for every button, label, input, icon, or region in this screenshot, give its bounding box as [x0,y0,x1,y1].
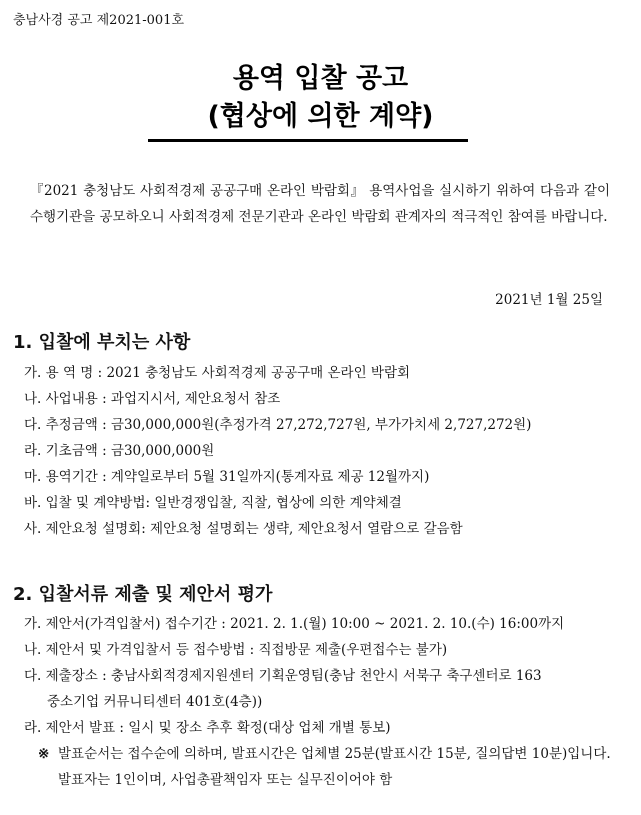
list-item: 라. 기초금액 : 금30,000,000원 [24,443,215,459]
list-item: 나. 제안서 및 가격입찰서 등 접수방법 : 직접방문 제출(우편접수는 불가) [24,642,448,658]
section-2-title: 2. 입찰서류 제출 및 제안서 평가 [13,584,273,605]
list-item: 마. 용역기간 : 계약일로부터 5월 31일까지(통계자료 제공 12월까지) [24,469,430,485]
list-item: 가. 제안서(가격입찰서) 접수기간 : 2021. 2. 1.(월) 10:00 ~ 2021. 2. 10.(수) 16:00까지 [24,616,565,632]
note-mark: ※ [38,746,50,762]
section-1-list [24,360,624,542]
list-item-text: 다. 제출장소 : 충남사회적경제지원센터 기획운영팀(충남 천안시 서북구 축구센터로 163 [24,668,542,684]
announcement-date: 2021년 1월 25일 [495,292,603,308]
list-item: 라. 제안서 발표 : 일시 및 장소 추후 확정(대상 업체 개별 통보) [24,720,391,736]
list-item: 사. 제안요청 설명회: 제안요청 설명회는 생략, 제안요청서 열람으로 갈음함 [24,521,463,537]
intro-paragraph: 『2021 충청남도 사회적경제 공공구매 온라인 박람회』 용역사업을 실시하기 위하여 다음과 같이 수행기관을 공모하오니 사회적경제 전문기관과 온라인 박람회 관계자의 적극적인 참여를 바랍니다. [30,183,610,225]
list-item: 바. 입찰 및 계약방법: 일반경쟁입찰, 직찰, 협상에 의한 계약체결 [24,495,402,511]
section-1-title: 1. 입찰에 부치는 사항 [13,332,191,353]
note-line-1: 발표순서는 접수순에 의하며, 발표시간은 업체별 25분(발표시간 15분, 질의답변 10분)입니다. [58,746,611,762]
list-item [24,663,624,715]
title-main: 용역 입찰 공고 [232,63,409,94]
note-line-2: 발표자는 1인이며, 사업총괄책임자 또는 실무진이어야 함 [58,772,393,788]
title-underline [148,139,468,142]
section-2-list [24,611,624,741]
presentation-note [38,741,628,793]
list-item: 다. 추정금액 : 금30,000,000원(추정가격 27,272,727원, 부가가치세 2,727,272원) [24,417,532,433]
document-number: 충남사경 공고 제2021-001호 [13,13,185,28]
list-item-continuation: 중소기업 커뮤니티센터 401호(4층)) [47,694,263,710]
list-item: 가. 용 역 명 : 2021 충청남도 사회적경제 공공구매 온라인 박람회 [24,365,411,381]
list-item: 나. 사업내용 : 과업지시서, 제안요청서 참조 [24,391,281,407]
document-title [0,60,641,136]
title-sub: (협상에 의한 계약) [207,101,434,132]
